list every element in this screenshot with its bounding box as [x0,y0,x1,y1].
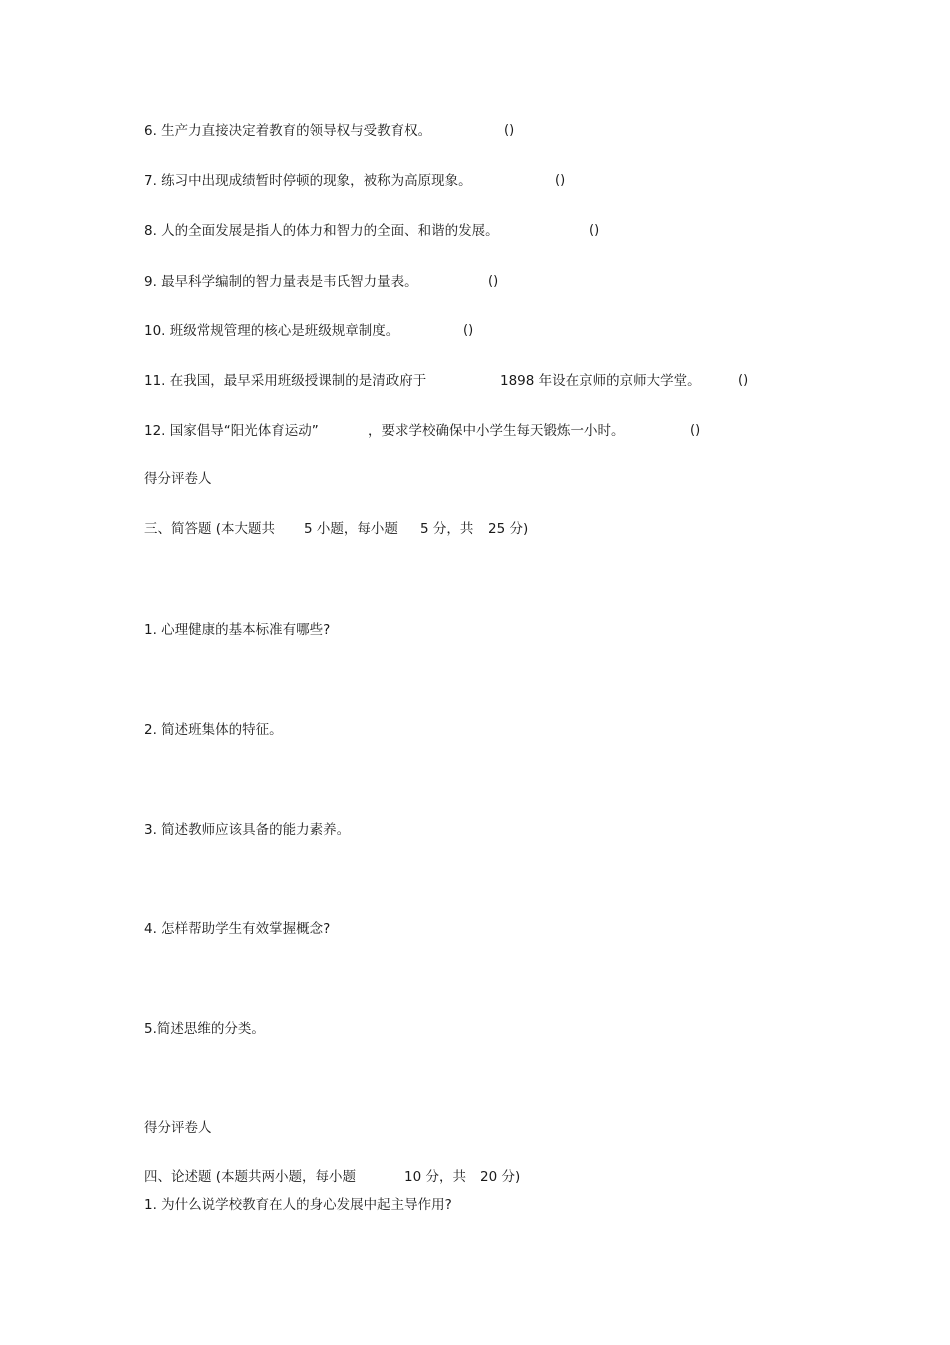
answer-blank: () [589,223,600,238]
score-reviewer-label: 得分评卷人 [144,471,212,487]
heading-part-c: 5 分，共 [420,521,474,537]
answer-blank: () [738,373,749,388]
question-text: 8. 人的全面发展是指人的体力和智力的全面、和谐的发展。 [144,223,499,239]
heading-part-b: 5 小题，每小题 [304,521,398,537]
tf-question-9 [144,273,418,291]
answer-blank: () [463,323,474,338]
tf-question-10 [144,322,399,340]
question-text-part-a: 11. 在我国，最早采用班级授课制的是清政府于 [144,373,427,389]
answer-blank: () [555,173,566,188]
question-text: 9. 最早科学编制的智力量表是韦氏智力量表。 [144,274,418,290]
heading-part-d: 25 分) [488,521,529,537]
tf-question-12 [144,422,319,440]
short-answer-question-1: 1. 心理健康的基本标准有哪些? [144,622,331,638]
answer-blank: () [690,423,701,438]
question-text: 10. 班级常规管理的核心是班级规章制度。 [144,323,400,339]
section-3-heading [144,520,275,538]
question-text: 7. 练习中出现成绩暂时停顿的现象，被称为高原现象。 [144,173,472,189]
heading-part-a: 四、论述题 (本题共两小题，每小题 [144,1169,357,1185]
tf-question-7 [144,172,472,190]
heading-part-b: 10 分，共 [404,1169,466,1185]
short-answer-question-4: 4. 怎样帮助学生有效掌握概念? [144,921,331,937]
heading-part-c: 20 分) [480,1169,521,1185]
tf-question-11 [144,372,426,390]
question-text-part-b: 1898 年设在京师的京师大学堂。 [500,373,701,389]
tf-question-8 [144,222,499,240]
answer-blank: () [504,123,515,138]
answer-blank: () [488,274,499,289]
tf-question-6 [144,122,431,140]
essay-question-1: 1. 为什么说学校教育在人的身心发展中起主导作用? [144,1197,452,1213]
question-text-part-a: 12. 国家倡导“阳光体育运动” [144,423,319,439]
question-text-part-b: ，要求学校确保中小学生每天锻炼一小时。 [368,423,625,439]
heading-part-a: 三、简答题 (本大题共 [144,521,276,537]
question-text: 6. 生产力直接决定着教育的领导权与受教育权。 [144,123,432,139]
short-answer-question-3: 3. 简述教师应该具备的能力素养。 [144,822,351,838]
score-reviewer-label: 得分评卷人 [144,1120,212,1136]
short-answer-question-5: 5.简述思维的分类。 [144,1021,265,1037]
section-4-heading [144,1168,356,1186]
short-answer-question-2: 2. 简述班集体的特征。 [144,722,283,738]
